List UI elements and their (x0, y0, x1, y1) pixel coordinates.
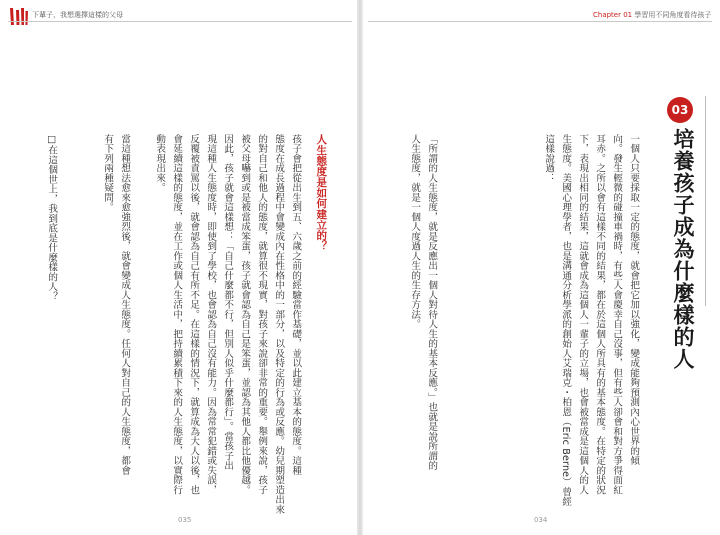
text-column: 人生態度，就是一個人度過人生的生存方法。 (409, 134, 421, 329)
text-column: 因此，孩子就會這樣想：「自己什麼都不行，但別人似乎什麼都行」。當孩子出 (222, 134, 234, 471)
section-title: 培養孩子成為什麼樣的人 (671, 128, 695, 370)
book-spine (357, 0, 363, 535)
text-column: 會延續這樣的態度，並在工作或個人生活中，把持續累積下來的人生態度，以實際行 (171, 134, 183, 495)
publisher-logo-icon (8, 5, 30, 27)
text-column: 耳赤。之所以會有這樣不同的結果，都在於這個人所具有的基本態度。在特定的狀況 (594, 134, 606, 495)
text-column: 的對自己和他人的態度，就算很不現實，對孩子來說卻非常的重要。舉例來說，孩子 (256, 134, 268, 495)
right-running-header (593, 10, 711, 20)
text-column: 「所謂的人生態度，就是反應出一個人對待人生的基本反應。」也就是說所謂的 (426, 134, 438, 471)
text-column: 一個人只要採取一定的態度，就會把它加以強化，變成能夠預測內心世界的傾 (628, 134, 640, 466)
checkbox-question: □在這個世上，我到底是什麼樣的人？ (46, 134, 58, 302)
left-running-header: 下輩子，我想選擇這樣的父母 (32, 11, 123, 19)
text-column: 下，表現出相同的結果，這就會成為這個人一輩子的立場，也會被當成是這個人的人 (577, 134, 589, 495)
right-header-rule (368, 21, 712, 22)
text-column: 態度在成長過程中會變成內在性格中的一部分，以及特定的行為或反應。幼兒期塑造出來 (273, 134, 285, 515)
left-header-rule (8, 21, 352, 22)
page-number-left: 035 (178, 516, 192, 524)
section-number-badge: 03 (667, 97, 693, 123)
text-column: 反覆被責罵以後，就會認為自己有所不足。在這樣的情況下，就算成為大人以後，也 (188, 134, 200, 495)
text-column: 生態度。美國心理學者，也是溝通分析學派的創始人艾瑞克・柏恩（Eric Berne）曾經 (560, 134, 572, 507)
chapter-label: Chapter 01 (593, 11, 633, 19)
text-column: 動表現出來。 (154, 134, 166, 193)
chapter-title: 學習用不同角度看待孩子 (634, 11, 712, 19)
page-number-right: 034 (534, 516, 548, 524)
text-column: 孩子會把從出生到五、六歲之前的經驗當作基礎，並以此建立基本的態度。這種 (290, 134, 302, 476)
text-column: 被父母嚇到或是被當成笨蛋，孩子就會認為自己是笨蛋，並認為其他人都比他優越。 (239, 134, 251, 495)
text-column: 向。發生輕微的碰撞車禍時，有些人會慶幸自己沒事，但有些人卻會和對方爭得面紅 (611, 134, 623, 495)
subheading: 人生態度是如何建立的？ (315, 134, 328, 252)
text-column: 現這種人生態度時，即使到了學校，也會認為自己沒有能力。因為常常犯錯或失誤， (205, 134, 217, 495)
text-column: 當這種想法愈來愈強烈後，就會變成人生態度。任何人對自己的人生態度，都會 (119, 134, 131, 476)
text-column: 這樣說過： (543, 134, 555, 183)
text-column: 有下列兩種疑問。 (102, 134, 114, 212)
title-rule (705, 96, 706, 306)
